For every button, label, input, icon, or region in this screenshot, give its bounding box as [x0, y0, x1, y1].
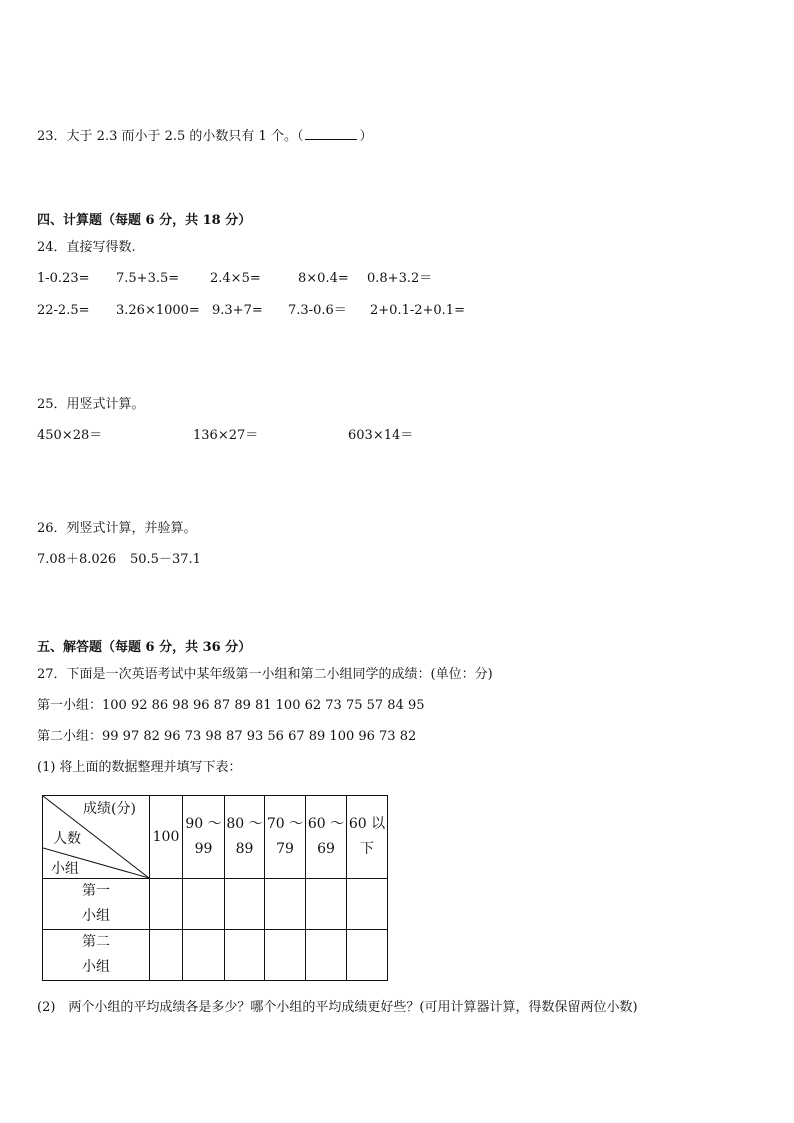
table-cell[interactable]: [150, 930, 183, 981]
table-cell[interactable]: [225, 879, 265, 930]
q27-sub1: (1) 将上面的数据整理并填写下表：: [37, 760, 242, 775]
table-corner-cell: [43, 796, 150, 879]
q25-item-3: 603×14＝: [348, 428, 414, 443]
q23-text: 23．大于 2.3 而小于 2.5 的小数只有 1 个。（: [37, 129, 304, 144]
q24-title: 24．直接写得数.: [37, 240, 136, 255]
header-90-99: [183, 796, 225, 879]
corner-label-group: 小组: [51, 861, 79, 877]
corner-label-count: 人数: [53, 831, 81, 847]
q25-title: 25．用竖式计算。: [37, 397, 145, 412]
q24-r2-c5: 2+0.1-2+0.1=: [370, 303, 465, 318]
header-100: [150, 796, 183, 879]
q23-answer-blank[interactable]: [305, 127, 357, 140]
row-label-group1: [43, 879, 150, 930]
table-cell[interactable]: [183, 930, 225, 981]
header-below-60-l2: 下: [360, 841, 374, 857]
table-row-group2: [43, 930, 388, 981]
header-80-89-l1: 80 ～: [226, 816, 263, 832]
table-row-group1: [43, 879, 388, 930]
header-70-79-l1: 70 ～: [266, 816, 304, 832]
header-90-99-l2: 99: [194, 841, 213, 857]
q24-r2-c4: 7.3-0.6＝: [288, 303, 347, 318]
table-cell[interactable]: [265, 930, 306, 981]
header-60-69-l1: 60 ～: [307, 816, 345, 832]
header-60-69-l2: 69: [317, 841, 335, 857]
table-cell[interactable]: [347, 879, 388, 930]
q24-r2-c3: 9.3+7=: [212, 303, 263, 318]
q26-item-2: 50.5－37.1: [130, 552, 201, 567]
q24-r2-c1: 22-2.5=: [37, 303, 90, 318]
table-cell[interactable]: [347, 930, 388, 981]
q24-r1-c1: 1-0.23=: [37, 271, 90, 286]
header-80-89-l2: 89: [235, 841, 254, 857]
row-label-group1-l1: 第一: [82, 883, 110, 899]
q26-title: 26．列竖式计算，并验算。: [37, 521, 197, 536]
section4-title: 四、计算题（每题 6 分，共 18 分）: [37, 213, 252, 228]
table-cell[interactable]: [265, 879, 306, 930]
q23-close: ）: [359, 129, 373, 144]
header-below-60-l1: 60 以: [348, 816, 386, 832]
header-70-79-l2: 79: [276, 841, 294, 857]
q23-line: [37, 127, 372, 145]
q25-item-2: 136×27＝: [193, 428, 259, 443]
score-table: [42, 795, 388, 981]
q27-group2-scores: 第二小组：99 97 82 96 73 98 87 93 56 67 89 100 96 73 82: [37, 729, 417, 744]
q27-title: 27．下面是一次英语考试中某年级第一小组和第二小组同学的成绩：(单位：分): [37, 667, 493, 682]
q25-item-1: 450×28＝: [37, 428, 103, 443]
header-70-79: [265, 796, 306, 879]
table-cell[interactable]: [306, 930, 347, 981]
q27-group1-scores: 第一小组：100 92 86 98 96 87 89 81 100 62 73 75 57 84 95: [37, 698, 425, 713]
row-label-group1-l2: 小组: [82, 908, 110, 924]
q27-sub2: (2) 两个小组的平均成绩各是多少？哪个小组的平均成绩更好些？(可用计算器计算，得数保留两位小数): [37, 1000, 638, 1015]
header-100-label: 100: [152, 828, 180, 845]
q24-r1-c5: 0.8+3.2＝: [367, 271, 433, 286]
q24-r1-c3: 2.4×5=: [210, 271, 261, 286]
header-below-60: [347, 796, 388, 879]
header-80-89: [225, 796, 265, 879]
q24-r1-c4: 8×0.4=: [298, 271, 349, 286]
table-cell[interactable]: [183, 879, 225, 930]
q26-item-1: 7.08＋8.026: [37, 552, 117, 567]
table-header-row: [43, 796, 388, 879]
row-label-group2-l1: 第二: [82, 934, 110, 950]
table-cell[interactable]: [306, 879, 347, 930]
q24-r1-c2: 7.5+3.5=: [116, 271, 180, 286]
header-90-99-l1: 90 ～: [185, 816, 222, 832]
section5-title: 五、解答题（每题 6 分，共 36 分）: [37, 640, 252, 655]
table-cell[interactable]: [225, 930, 265, 981]
row-label-group2-l2: 小组: [82, 959, 110, 975]
q24-r2-c2: 3.26×1000=: [116, 303, 200, 318]
corner-label-score: 成绩(分): [83, 801, 136, 817]
table-cell[interactable]: [150, 879, 183, 930]
header-60-69: [306, 796, 347, 879]
row-label-group2: [43, 930, 150, 981]
